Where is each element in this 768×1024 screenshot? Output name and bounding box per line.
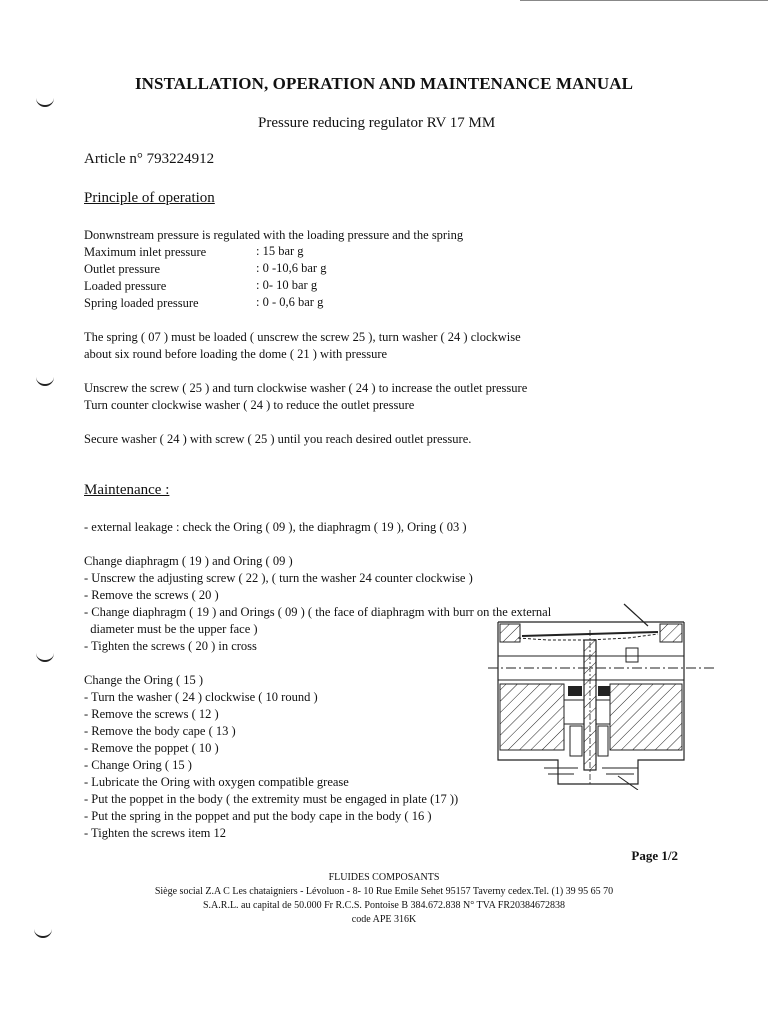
step-item: - Turn the washer ( 24 ) clockwise ( 10 round )	[84, 690, 318, 704]
step-item: - Change diaphragm ( 19 ) and Orings ( 09 ) ( the face of diaphragm with burr on the external	[84, 605, 552, 619]
step-item: - Remove the screws ( 12 )	[84, 707, 219, 721]
footer-address: Siège social Z.A C Les chataigniers - Lévoluon - 8- 10 Rue Emile Sehet 95157 Taverny cedex.Tel. (1) 39 95 65 70	[154, 886, 614, 897]
principle-intro: Donwnstream pressure is regulated with the loading pressure and the spring	[84, 228, 464, 242]
spec-label: Loaded pressure	[84, 279, 167, 293]
paragraph-line: The spring ( 07 ) must be loaded ( unscrew the screw 25 ), turn washer ( 24 ) clockwise	[84, 330, 521, 344]
spec-label: Spring loaded pressure	[84, 296, 199, 310]
paragraph-line: Secure washer ( 24 ) with screw ( 25 ) until you reach desired outlet pressure.	[84, 432, 472, 446]
step-item: - Unscrew the adjusting screw ( 22 ), ( turn the washer 24 counter clockwise )	[84, 571, 473, 585]
principle-heading: Principle of operation	[84, 190, 215, 206]
leakage-line: - external leakage : check the Oring ( 09 ), the diaphragm ( 19 ), Oring ( 03 )	[84, 520, 467, 534]
step-item: - Change Oring ( 15 )	[84, 758, 192, 772]
spec-value: : 0 - 0,6 bar g	[256, 295, 324, 309]
spec-label: Outlet pressure	[84, 262, 161, 276]
article-number: Article n° 793224912	[84, 151, 215, 167]
binder-hole-mark	[36, 97, 54, 107]
footer-code: code APE 316K	[351, 914, 417, 925]
spec-value: : 15 bar g	[256, 244, 304, 258]
step-item: - Lubricate the Oring with oxygen compatible grease	[84, 775, 349, 789]
spec-value: : 0- 10 bar g	[256, 278, 318, 292]
step-item: - Put the poppet in the body ( the extremity must be engaged in plate (17 ))	[84, 792, 459, 806]
step-item: - Tighten the screws item 12	[84, 826, 227, 840]
footer-legal: S.A.R.L. au capital de 50.000 Fr R.C.S. Pontoise B 384.672.838 N° TVA FR20384672838	[203, 900, 565, 911]
step-item: diameter must be the upper face )	[84, 622, 258, 636]
binder-hole-mark	[36, 652, 54, 662]
document-title: INSTALLATION, OPERATION AND MAINTENANCE MANUAL	[134, 74, 634, 93]
scan-edge-line	[520, 0, 768, 1]
step-item: - Tighten the screws ( 20 ) in cross	[84, 639, 257, 653]
step-item: - Remove the screws ( 20 )	[84, 588, 219, 602]
step-item: - Remove the poppet ( 10 )	[84, 741, 219, 755]
page-number: Page 1/2	[631, 848, 678, 863]
document-subtitle: Pressure reducing regulator RV 17 MM	[258, 115, 496, 131]
spec-label: Maximum inlet pressure	[84, 245, 207, 259]
footer-company: FLUIDES COMPOSANTS	[328, 872, 440, 883]
step-item: - Remove the body cape ( 13 )	[84, 724, 236, 738]
paragraph-line: Turn counter clockwise washer ( 24 ) to reduce the outlet pressure	[84, 398, 415, 412]
paragraph-line: Unscrew the screw ( 25 ) and turn clockwise washer ( 24 ) to increase the outlet pressure	[84, 381, 528, 395]
step-item: - Put the spring in the poppet and put the body cape in the body ( 16 )	[84, 809, 432, 823]
binder-hole-mark	[36, 376, 54, 386]
spec-value: : 0 -10,6 bar g	[256, 261, 327, 275]
diaphragm-heading: Change diaphragm ( 19 ) and Oring ( 09 )	[84, 554, 293, 568]
maintenance-heading: Maintenance :	[84, 482, 170, 498]
regulator-cross-section-diagram	[488, 600, 718, 790]
binder-hole-mark	[34, 928, 52, 938]
paragraph-line: about six round before loading the dome ( 21 ) with pressure	[84, 347, 388, 361]
oring-heading: Change the Oring ( 15 )	[84, 673, 204, 687]
